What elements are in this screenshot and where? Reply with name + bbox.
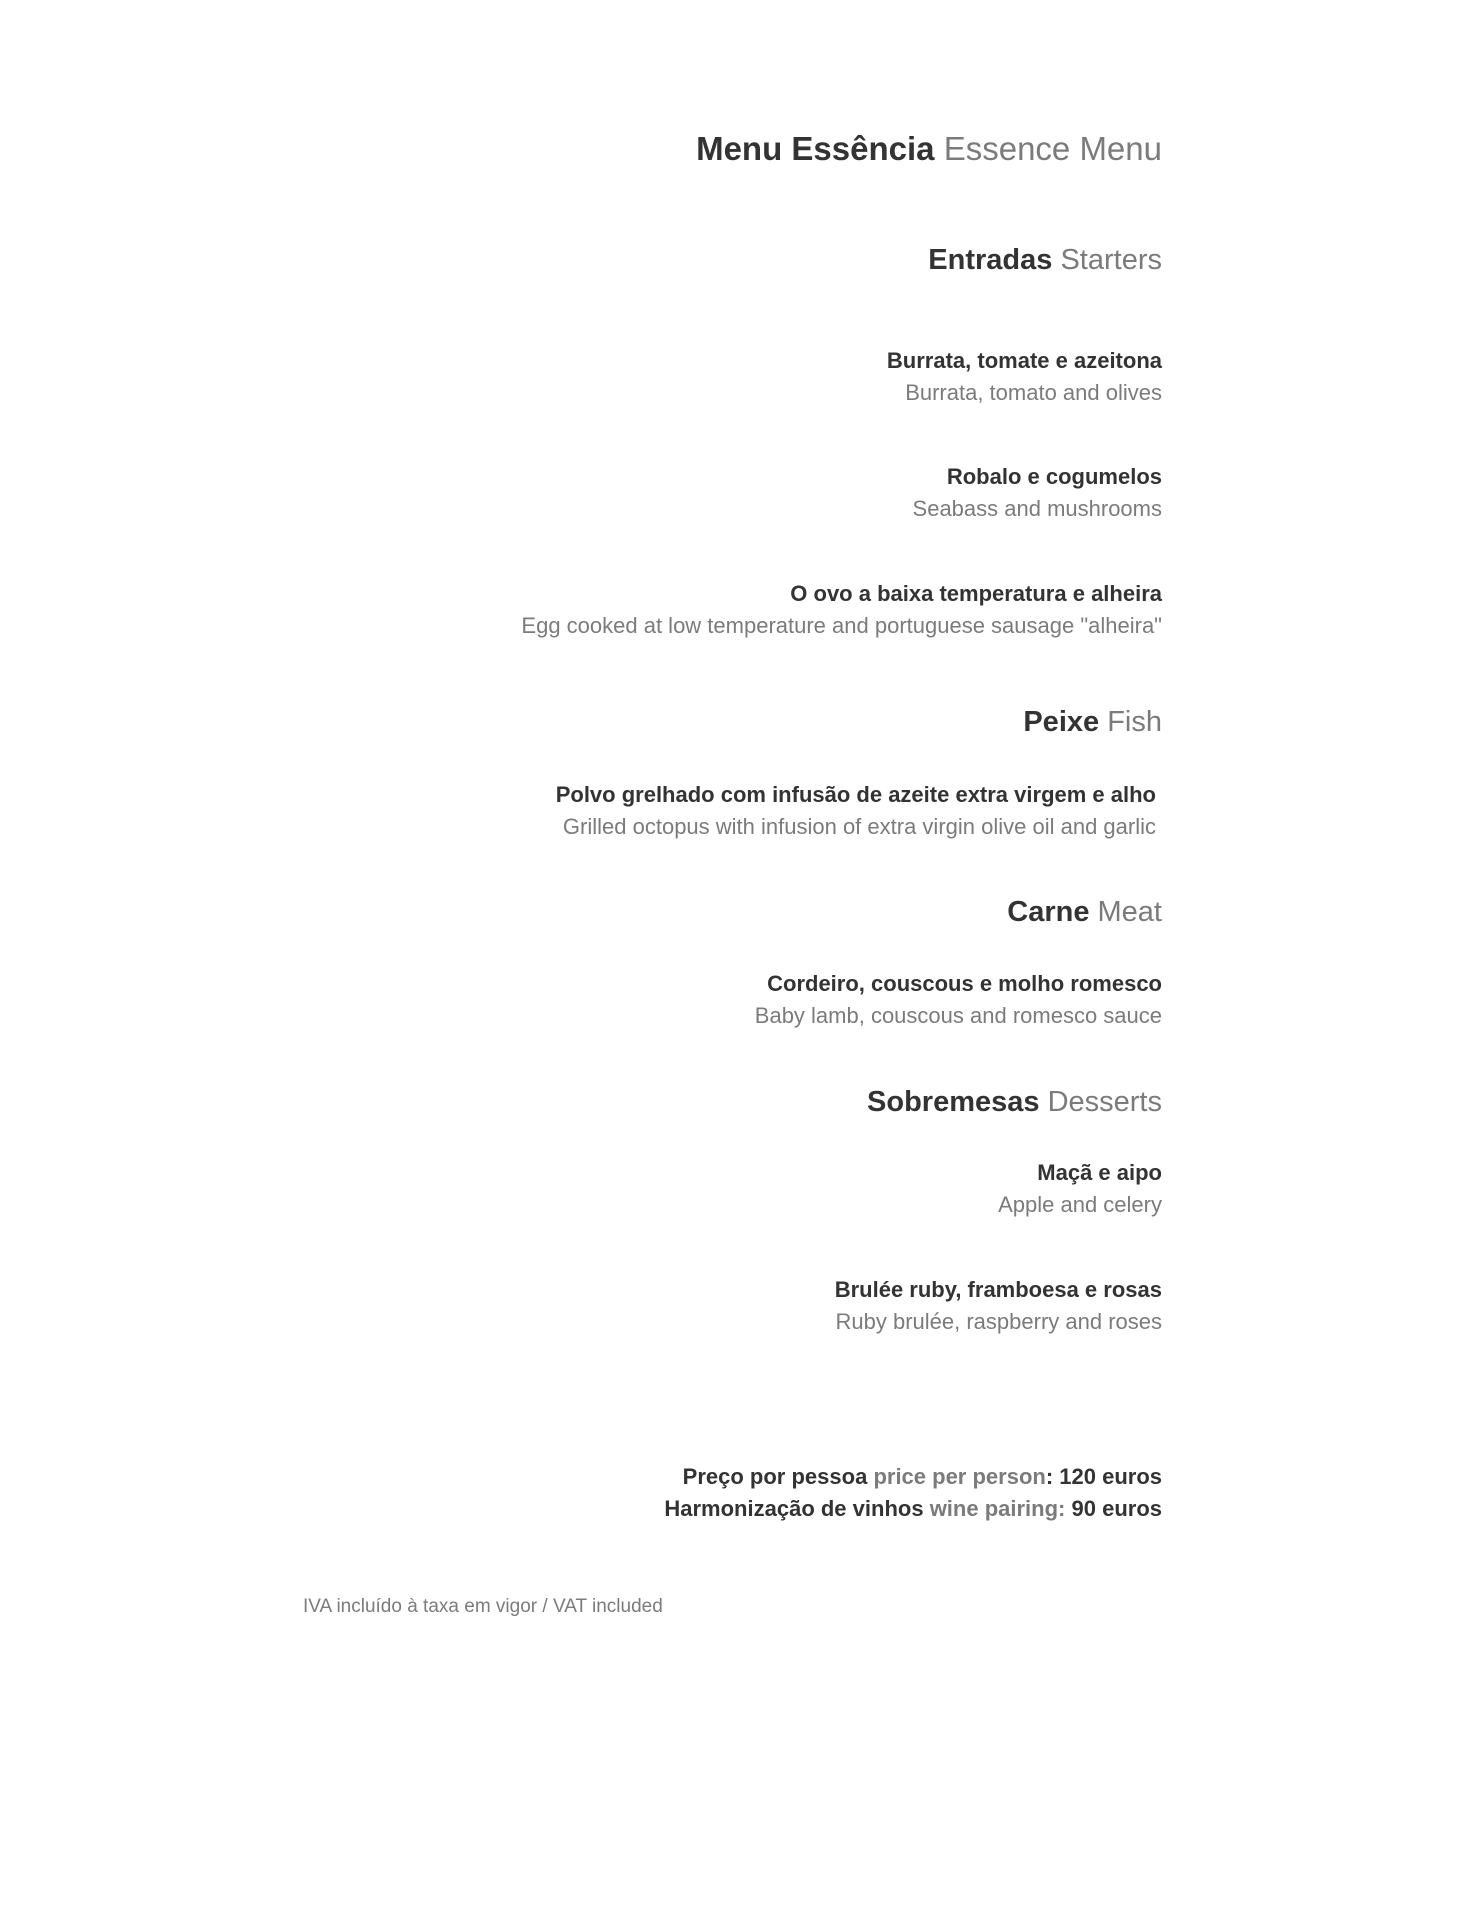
section-heading-starters	[928, 244, 1162, 277]
price-per-person	[683, 1464, 1162, 1490]
dish-name-en: Seabass and mushrooms	[912, 496, 1162, 521]
price-label-pt: Preço por pessoa	[682, 1464, 868, 1489]
dish-name-en: Grilled octopus with infusion of extra virgin olive oil and garlic	[562, 814, 1156, 839]
section-name-pt: Sobremesas	[867, 1086, 1040, 1118]
wine-label-pt: Harmonização de vinhos	[664, 1496, 924, 1521]
vat-note: IVA incluído à taxa em vigor / VAT included	[303, 1596, 663, 1617]
section-name-en: Fish	[1107, 706, 1162, 738]
dish-name-en: Egg cooked at low temperature and portuguese sausage "alheira"	[521, 613, 1162, 638]
page-title	[696, 130, 1162, 168]
title-pt: Menu Essência	[696, 130, 935, 167]
section-heading-meat	[1007, 896, 1162, 929]
section-name-pt: Entradas	[928, 244, 1053, 276]
section-name-pt: Peixe	[1023, 706, 1100, 738]
price-value: : 120 euros	[1045, 1464, 1162, 1489]
dish-name-pt: Brulée ruby, framboesa e rosas	[834, 1277, 1162, 1302]
section-name-pt: Carne	[1007, 896, 1090, 928]
dish-name-en: Baby lamb, couscous and romesco sauce	[754, 1003, 1162, 1028]
section-name-en: Starters	[1060, 244, 1162, 276]
section-name-en: Desserts	[1047, 1086, 1162, 1118]
section-heading-desserts	[867, 1086, 1162, 1119]
dish-name-en: Ruby brulée, raspberry and roses	[835, 1309, 1162, 1334]
dish-name-pt: Cordeiro, couscous e molho romesco	[767, 971, 1162, 996]
dish-name-en: Apple and celery	[998, 1192, 1162, 1217]
wine-label-en: wine pairing:	[929, 1496, 1066, 1521]
wine-value: 90 euros	[1071, 1496, 1162, 1521]
price-label-en: price per person	[873, 1464, 1046, 1489]
dish-name-en: Burrata, tomato and olives	[905, 380, 1162, 405]
dish-name-pt: Robalo e cogumelos	[946, 464, 1162, 489]
section-name-en: Meat	[1097, 896, 1162, 928]
dish-name-pt: Maçã e aipo	[1037, 1160, 1162, 1185]
section-heading-fish	[1023, 706, 1162, 739]
dish-name-pt: Burrata, tomate e azeitona	[886, 348, 1162, 373]
title-en: Essence Menu	[943, 130, 1162, 167]
wine-pairing-price	[664, 1496, 1162, 1522]
dish-name-pt: Polvo grelhado com infusão de azeite extra virgem e alho	[555, 782, 1156, 807]
dish-name-pt: O ovo a baixa temperatura e alheira	[790, 581, 1162, 606]
